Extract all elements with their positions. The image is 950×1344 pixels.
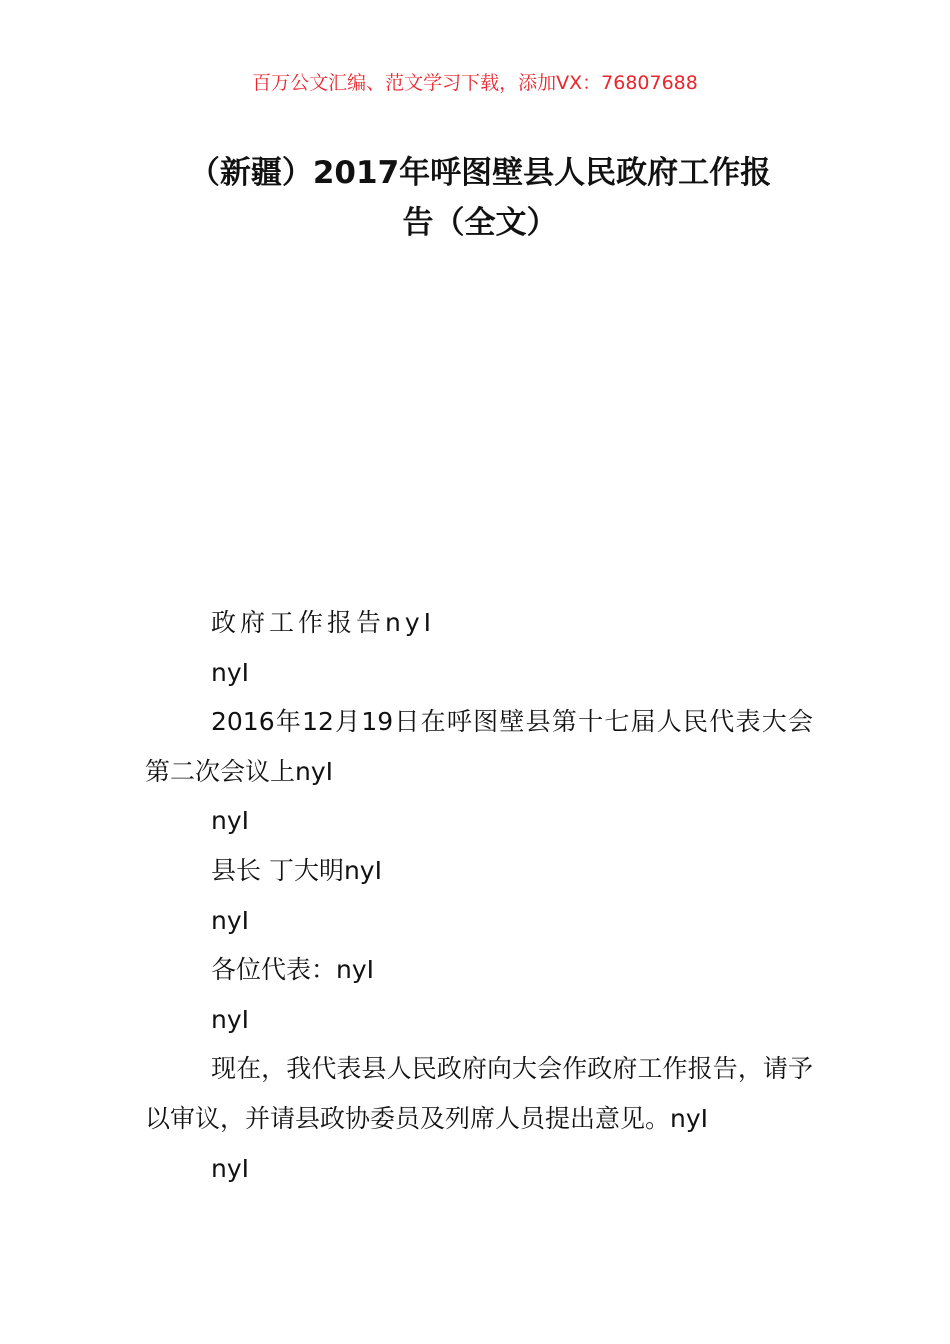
document-title-line-2: 告（全文） bbox=[402, 205, 558, 241]
download-notice: 百万公文汇编、范文学习下载，添加VX：76807688 bbox=[252, 72, 698, 94]
paragraph-blank-marker: nyI bbox=[211, 657, 250, 687]
paragraph-blank-marker: nyI bbox=[211, 1153, 250, 1183]
document-title bbox=[150, 148, 810, 248]
paragraph-opening: 现在，我代表县人民政府向大会作政府工作报告，请予以审议，并请县政协委员及列席人员提出意见。nyI bbox=[145, 1054, 813, 1133]
paragraph-salutation: 各位代表：nyI bbox=[211, 955, 375, 985]
paragraph-report-heading: 政府工作报告nyI bbox=[211, 608, 436, 637]
paragraph-blank-marker: nyI bbox=[211, 1004, 250, 1034]
paragraph-meeting-date: 2016年12月19日在呼图壁县第十七届人民代表大会第二次会议上nyI bbox=[145, 707, 813, 786]
paragraph-blank-marker: nyI bbox=[211, 905, 250, 935]
paragraph-speaker: 县长 丁大明nyI bbox=[211, 855, 382, 885]
document-title-line-1: （新疆）2017年呼图壁县人民政府工作报 bbox=[188, 155, 772, 191]
paragraph-blank-marker: nyI bbox=[211, 806, 250, 836]
document-body bbox=[145, 598, 813, 1193]
